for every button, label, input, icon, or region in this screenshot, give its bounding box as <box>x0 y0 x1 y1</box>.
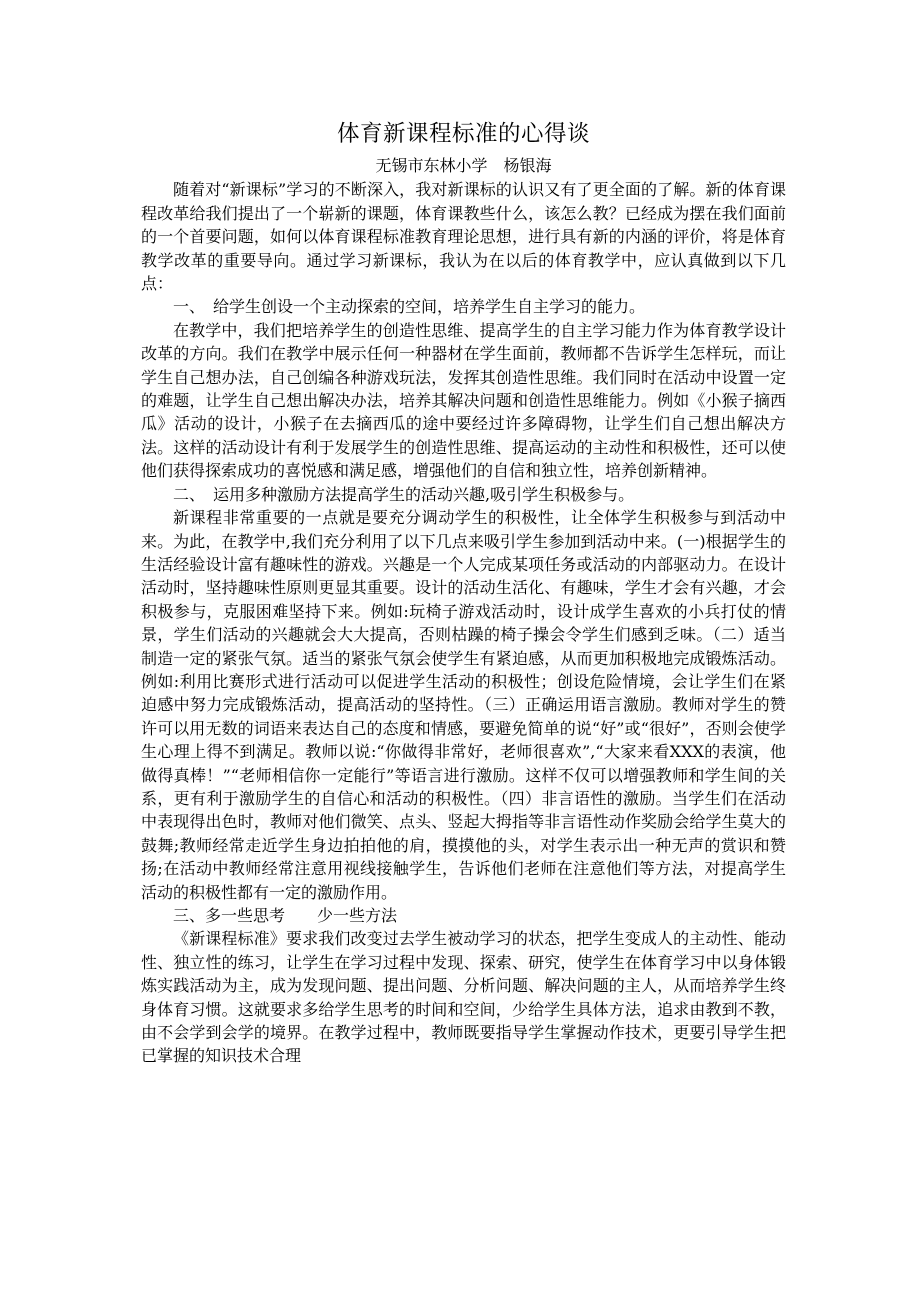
section-heading: 三、多一些思考 少一些方法 <box>173 906 398 925</box>
section-heading: 一、 给学生创设一个主动探索的空间，培养学生自主学习的能力。 <box>173 297 646 317</box>
body-paragraph: 新课程非常重要的一点就是要充分调动学生的积极性，让全体学生积极参与到活动中来。为此，在教学中,我们充分利用了以下几点来吸引学生参加到活动中来。(一)根据学生的生活经验设计富有趣味性的游戏。兴趣是一个人完成某项任务或活动的内部驱动力。在设计活动时，坚持趣味性原则更显其重要。设计的活动生活化、有趣味，学生才会有兴趣，才会积极参与，克服困难坚持下来。例如:玩椅子游戏活动时，设计成学生喜欢的小兵打仗的情景，学生们活动的兴趣就会大大提高，否则枯躁的椅子操会令学生们感到乏味。（二）适当制造一定的紧张气氛。适当的紧张气氛会使学生有紧迫感，从而更加积极地完成锻炼活动。例如:利用比赛形式进行活动可以促进学生活动的积极性；创设危险情境，会让学生们在紧迫感中努力完成锻炼活动，提高活动的坚持性。（三）正确运用语言激励。教师对学生的赞许可以用无数的词语来表达自己的态度和情感，要避免简单的说“好”或“很好”，否则会使学生心理上得不到满足。教师以说:“你做得非常好，老师很喜欢”,“大家来看XXX的表演，他做得真棒！”“老师相信你一定能行”等语言进行激励。这样不仅可以增强教师和学生间的关系，更有利于激励学生的自信心和活动的积极性。（四）非言语性的激励。当学生们在活动中表现得出色时，教师对他们微笑、点头、竖起大拇指等非言语性动作奖励会给学生莫大的鼓舞;教师经常走近学生身边拍拍他的肩，摸摸他的头，对学生表示出一种无声的赏识和赞扬;在活动中教师经常注意用视线接触学生，告诉他们老师在注意他们等方法，对提高学生活动的积极性都有一定的激励作用。 <box>141 508 786 902</box>
section-heading: 二、 运用多种激励方法提高学生的活动兴趣,吸引学生积极参与。 <box>173 484 635 504</box>
body-paragraph: 《新课程标准》要求我们改变过去学生被动学习的状态，把学生变成人的主动性、能动性、独立性的练习，让学生在学习过程中发现、探索、研究，使学生在体育学习中以身体锻炼实践活动为主，成为发现问题、提出问题、分析问题、解决问题的主人，从而培养学生终身体育习惯。这就要求多给学生思考的时间和空间，少给学生具体方法，追求由教到不教，由不会学到会学的境界。在教学过程中，教师既要指导学生掌握动作技术，更要引导学生把已掌握的知识技术合理 <box>141 929 786 1066</box>
document-body <box>141 178 786 1067</box>
author-byline: 无锡市东林小学 杨银海 <box>375 156 552 175</box>
body-paragraph: 随着对“新课标”学习的不断深入，我对新课标的认识又有了更全面的了解。新的体育课程改革给我们提出了一个崭新的课题，体育课教些什么，该怎么教？已经成为摆在我们面前的一个首要问题，如何以体育课程标准教育理论思想，进行具有新的内涵的评价，将是体育教学改革的重要导向。通过学习新课标，我认为在以后的体育教学中，应认真做到以下几点： <box>141 180 786 294</box>
document-title: 体育新课程标准的心得谈 <box>336 121 590 147</box>
body-paragraph: 在教学中，我们把培养学生的创造性思维、提高学生的自主学习能力作为体育教学设计改革的方向。我们在教学中展示任何一种器材在学生面前，教师都不告诉学生怎样玩，而让学生自己想办法，自己创编各种游戏玩法，发挥其创造性思维。我们同时在活动中设置一定的难题，让学生自己想出解决办法，培养其解决问题和创造性思维能力。例如《小猴子摘西瓜》活动的设计，小猴子在去摘西瓜的途中要经过许多障碍物，让学生们自己想出解决方法。这样的活动设计有利于发展学生的创造性思维、提高运动的主动性和积极性，还可以使他们获得探索成功的喜悦感和满足感，增强他们的自信和独立性，培养创新精神。 <box>141 320 786 481</box>
document-page <box>141 118 786 1068</box>
